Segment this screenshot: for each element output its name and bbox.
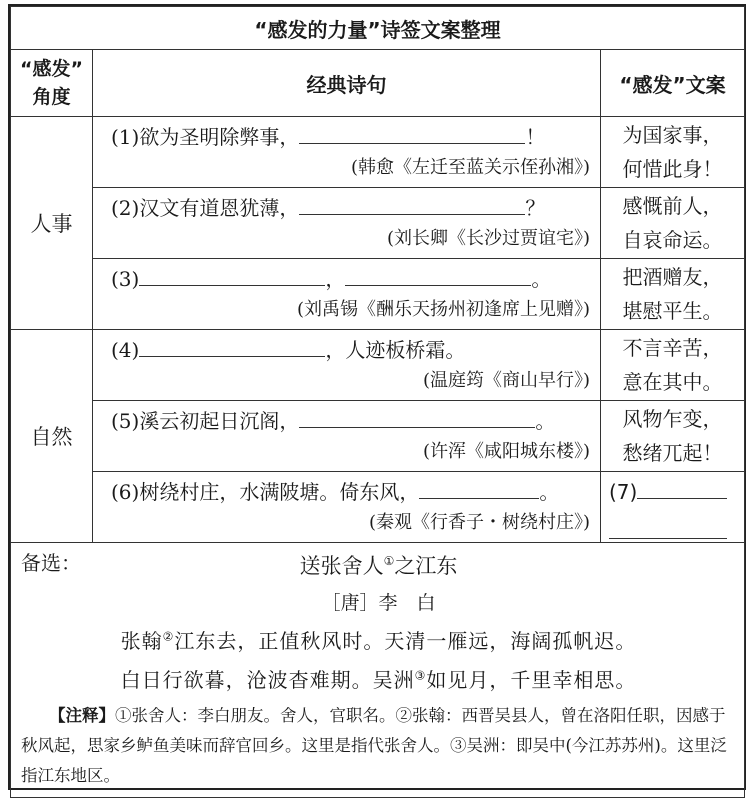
header-angle	[11, 50, 93, 117]
answer-blank[interactable]	[139, 336, 325, 357]
copy-cell	[601, 188, 745, 259]
angle-renshi: 人事	[11, 117, 93, 330]
poem-text: 江东去，正值秋风时。天清一雁远，海阔孤帆迟。	[174, 629, 637, 653]
copy-line: 自哀命运。	[622, 228, 723, 252]
copy-cell	[601, 259, 745, 330]
verse-punct: ？	[525, 196, 546, 220]
header-copy: “感发”文案	[601, 50, 745, 117]
verse-punct: ，	[325, 267, 346, 291]
verse-source: (许浑《咸阳城东楼》)	[422, 441, 590, 462]
verse-cell	[93, 117, 601, 188]
copy-line: 不言辛苦，	[622, 336, 723, 360]
verse-text: (5)溪云初起日沉阁，	[111, 409, 300, 433]
footnote-mark: ③	[414, 668, 427, 683]
poem-line	[21, 625, 736, 654]
poem-table	[10, 6, 745, 798]
poem-title-text: 送张舍人	[299, 554, 384, 578]
header-verse: 经典诗句	[93, 50, 601, 117]
copy-line: 愁绪兀起！	[622, 441, 723, 465]
answer-blank[interactable]	[419, 478, 539, 499]
answer-blank[interactable]	[637, 476, 727, 499]
verse-punct: 。	[531, 267, 552, 291]
table-row	[11, 401, 745, 472]
poem-title-text: 之江东	[394, 554, 458, 578]
copy-cell	[601, 401, 745, 472]
copy-line: 为国家事，	[622, 123, 723, 147]
verse-punct: ！	[525, 125, 546, 149]
copy-line: 何惜此身！	[622, 157, 723, 181]
copy-line: 风物乍变，	[622, 407, 723, 431]
table-row	[11, 330, 745, 401]
table-row	[11, 188, 745, 259]
table-row	[11, 117, 745, 188]
table-title: “感发的力量”诗签文案整理	[11, 7, 745, 50]
table-row	[11, 259, 745, 330]
verse-text: (6)树绕村庄，水满陂塘。倚东风，	[111, 480, 420, 504]
copy-label: (7)	[609, 479, 638, 504]
answer-blank[interactable]	[609, 508, 727, 539]
reference-section	[11, 543, 745, 798]
verse-source: (温庭筠《商山早行》)	[422, 370, 590, 391]
answer-blank[interactable]	[345, 265, 531, 286]
verse-cell	[93, 259, 601, 330]
header-angle-line1: “感发”	[20, 58, 83, 80]
verse-source: (韩愈《左迁至蓝关示侄孙湘》)	[350, 157, 590, 178]
verse-source: (刘禹锡《酬乐天扬州初逢席上见赠》)	[296, 299, 590, 320]
poem-text: 白日行欲暮，沧波杳难期。吴洲	[120, 668, 415, 692]
angle-ziran: 自然	[11, 330, 93, 543]
answer-blank[interactable]	[299, 407, 535, 428]
copy-line: 意在其中。	[622, 370, 723, 394]
answer-blank[interactable]	[139, 265, 325, 286]
verse-text: (4)	[111, 338, 140, 362]
verse-cell	[93, 401, 601, 472]
copy-cell-blank	[601, 472, 745, 543]
annotation-text: ①张舍人：李白朋友。舍人，官职名。②张翰：西晋吴县人，曾在洛阳任职，因感于秋风起，思家乡鲈鱼美味而辞官回乡。这里是指代张舍人。③吴洲：即吴中(今江苏苏州)。这里泛指江东地区。	[21, 706, 727, 785]
verse-cell	[93, 188, 601, 259]
verse-text: (1)欲为圣明除弊事，	[111, 125, 300, 149]
footnote-mark: ②	[162, 629, 175, 644]
verse-cell	[93, 472, 601, 543]
verse-text: (3)	[111, 267, 140, 291]
reference-label: 备选：	[21, 551, 81, 575]
copy-cell	[601, 117, 745, 188]
table-row	[11, 472, 745, 543]
poem-text: 如见月，千里幸相思。	[426, 668, 637, 692]
verse-source: (秦观《行香子・树绕村庄》)	[368, 512, 590, 533]
copy-cell	[601, 330, 745, 401]
footnote-mark: ①	[383, 554, 395, 568]
verse-source: (刘长卿《长沙过贾谊宅》)	[386, 228, 590, 249]
worksheet	[8, 4, 746, 790]
copy-line: 感慨前人，	[622, 194, 723, 218]
poem-text: 张翰	[120, 629, 163, 653]
poem-title	[21, 550, 736, 580]
verse-punct: 。	[535, 409, 556, 433]
verse-cell	[93, 330, 601, 401]
answer-blank[interactable]	[299, 194, 525, 215]
answer-blank[interactable]	[299, 123, 525, 144]
verse-text: (2)汉文有道恩犹薄，	[111, 196, 300, 220]
annotation	[21, 701, 736, 791]
copy-line: 堪慰平生。	[622, 299, 723, 323]
copy-line: 把酒赠友，	[622, 265, 723, 289]
verse-text: ，人迹板桥霜。	[325, 338, 466, 362]
annotation-label: 【注释】	[49, 706, 115, 725]
poem-line	[21, 664, 736, 693]
poem-author: ［唐］李 白	[321, 592, 436, 614]
header-angle-line2: 角度	[32, 86, 71, 108]
verse-punct: 。	[539, 480, 560, 504]
